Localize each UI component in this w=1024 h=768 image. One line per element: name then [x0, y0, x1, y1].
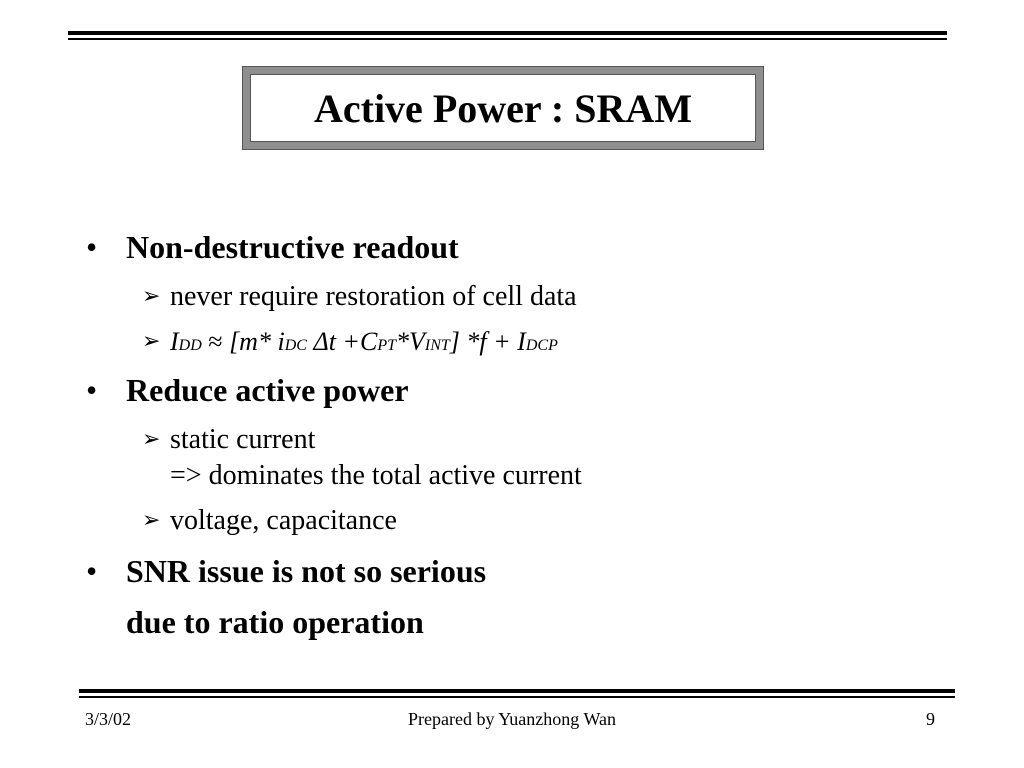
formula-sub: INT	[424, 337, 450, 354]
bullet-snr-continuation	[126, 604, 424, 640]
bullet-text: Reduce active power	[126, 372, 409, 408]
sub-never-require	[142, 281, 577, 313]
arrow-bullet-icon: ➢	[142, 427, 161, 452]
sub-voltage	[142, 505, 397, 537]
slide-title: Active Power : SRAM	[313, 86, 693, 131]
formula-part: V	[408, 327, 425, 356]
bottom-rule-thick	[79, 689, 955, 693]
formula-part: ≈	[208, 327, 223, 356]
bullet-dot: •	[86, 229, 98, 265]
formula-sub: DD	[178, 337, 202, 354]
bottom-rule-thin	[79, 696, 955, 698]
arrow-bullet-icon: ➢	[142, 329, 161, 354]
formula-part: [m*	[229, 327, 278, 356]
formula-part: i	[277, 327, 285, 356]
sub-text: voltage, capacitance	[170, 505, 397, 536]
top-rule-thin	[68, 38, 947, 40]
sub-text: => dominates the total active current	[170, 460, 582, 491]
formula-sub: DC	[284, 337, 307, 354]
sub-formula	[142, 326, 558, 362]
title-box	[242, 66, 764, 150]
formula-part: I	[517, 327, 526, 356]
formula-part: C	[359, 327, 378, 356]
bullet-dot: •	[86, 372, 98, 408]
power-formula	[170, 327, 558, 356]
bullet-non-destructive	[86, 229, 459, 265]
formula-part: ] *f +	[449, 327, 518, 356]
footer-date: 3/3/02	[85, 709, 132, 729]
bullet-dot: •	[86, 553, 98, 589]
formula-sub: DCP	[525, 337, 558, 354]
sub-text: static current	[170, 424, 316, 455]
formula-part: *	[395, 327, 409, 356]
sub-dominates	[170, 460, 582, 492]
footer-author: Prepared by Yuanzhong Wan	[408, 709, 616, 729]
arrow-bullet-icon: ➢	[142, 284, 161, 309]
sub-static-current	[142, 424, 316, 456]
bullet-text: SNR issue is not so serious	[126, 553, 487, 589]
bullet-text: Non-destructive readout	[126, 229, 459, 265]
bullet-text: due to ratio operation	[126, 604, 424, 640]
footer-page-number: 9	[926, 709, 935, 729]
formula-part: I	[170, 327, 179, 356]
bullet-snr	[86, 553, 487, 589]
bullet-reduce-power	[86, 372, 409, 408]
arrow-bullet-icon: ➢	[142, 508, 161, 533]
sub-text: never require restoration of cell data	[170, 281, 577, 312]
formula-sub: PT	[377, 337, 396, 354]
top-rule-thick	[68, 31, 947, 35]
formula-part: Δt +	[306, 327, 360, 356]
